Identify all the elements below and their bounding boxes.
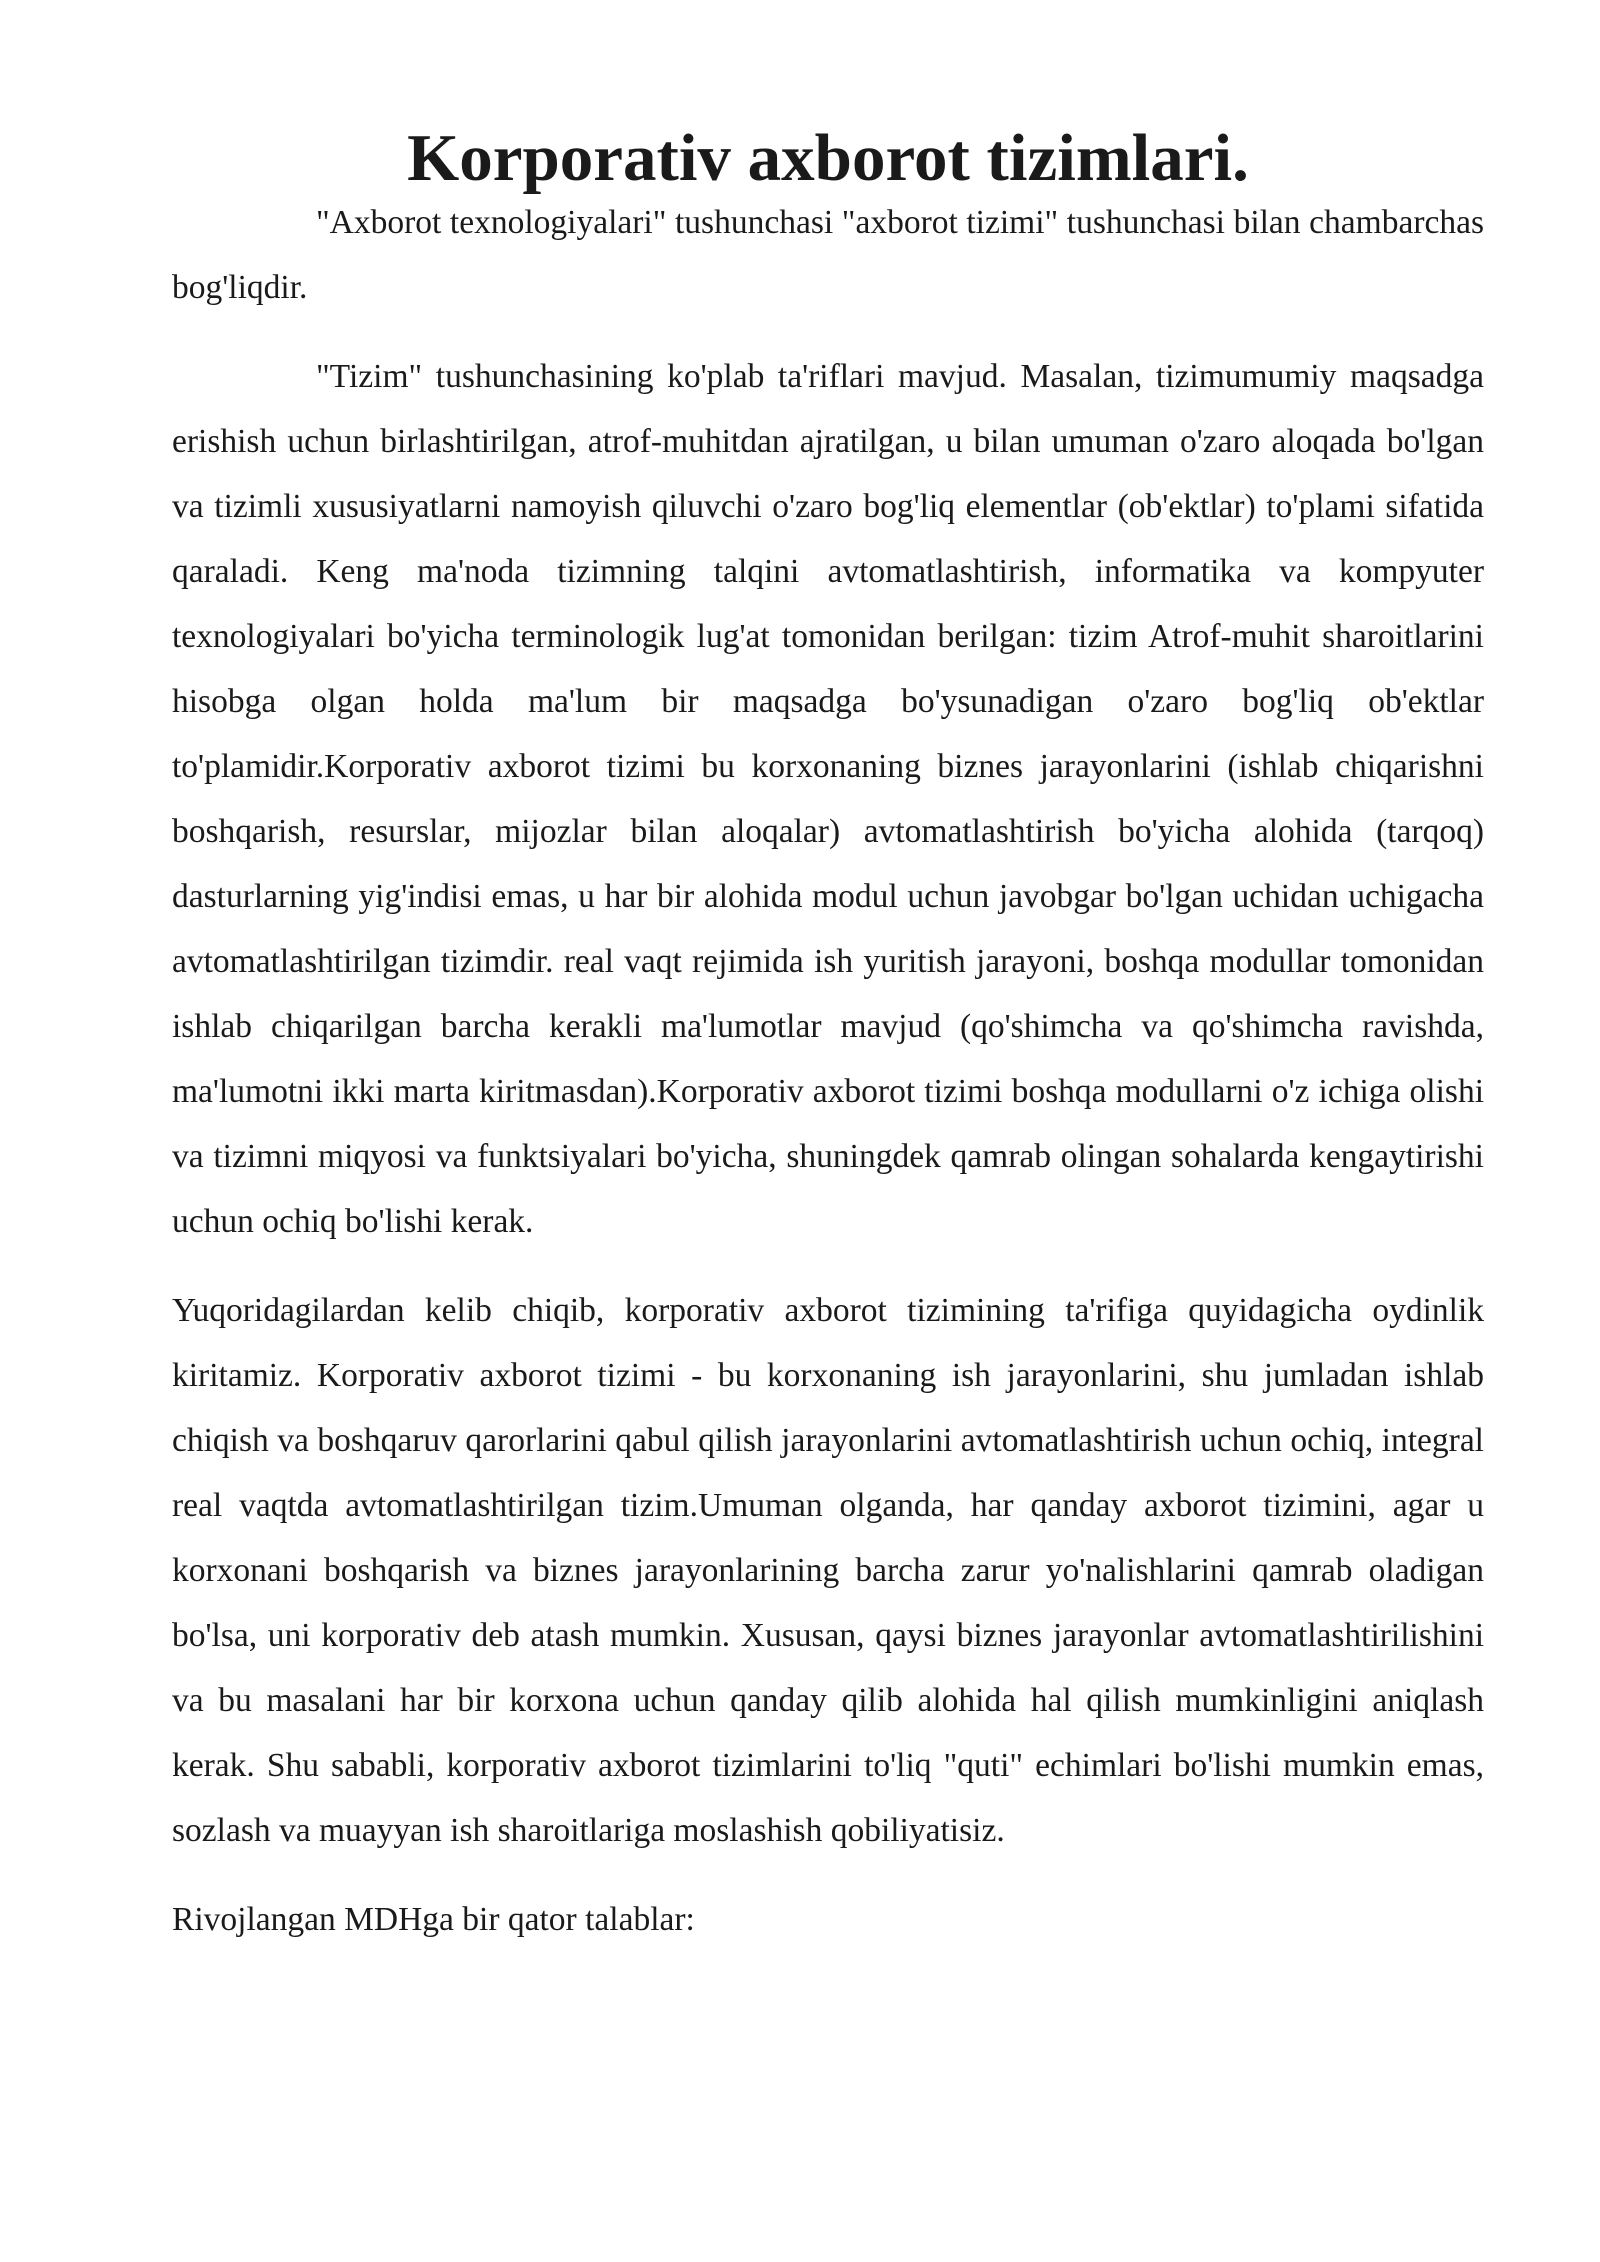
paragraph-corporate-definition: Yuqoridagilardan kelib chiqib, korporativ axborot tizimining ta'rifiga quyidagicha oydinlik kiritamiz. Korporativ axborot tizimi - bu korxonaning ish jarayonlarini, shu jumladan ishlab chiqish va boshqaruv qarorlarini qabul qilish jarayonlarini avtomatlashtirish uchun ochiq, integral real vaqtda avtomatlashtirilgan tizim.Umuman olganda, har qanday axborot tizimini, agar u korxonani boshqarish va biznes jarayonlarining barcha zarur yo'nalishlarini qamrab oladigan bo'lsa, uni korporativ deb atash mumkin. Xususan, qaysi biznes jarayonlar avtomatlashtirilishini va bu masalani har bir korxona uchun qanday qilib alohida hal qilish mumkinligini aniqlash kerak. Shu sababli, korporativ axborot tizimlarini to'liq "quti" echimlari bo'lishi mumkin emas, sozlash va muayyan ish sharoitlariga moslashish qobiliyatisiz. [172, 1292, 1484, 1849]
paragraph-requirements-heading: Rivojlangan MDHga bir qator talablar: [172, 1901, 695, 1938]
document-page [172, 121, 1484, 1952]
paragraph-system-definition: "Tizim" tushunchasining ko'plab ta'riflari mavjud. Masalan, tizimumumiy maqsadga erishish uchun birlashtirilgan, atrof-muhitdan ajratilgan, u bilan umuman o'zaro aloqada bo'lgan va tizimli xususiyatlarni namoyish qiluvchi o'zaro bog'liq elementlar (ob'ektlar) to'plami sifatida qaraladi. Keng ma'noda tizimning talqini avtomatlashtirish, informatika va kompyuter texnologiyalari bo'yicha terminologik lug'at tomonidan berilgan: tizim Atrof-muhit sharoitlarini hisobga olgan holda ma'lum bir maqsadga bo'ysunadigan o'zaro bog'liq ob'ektlar to'plamidir.Korporativ axborot tizimi bu korxonaning biznes jarayonlarini (ishlab chiqarishni boshqarish, resurslar, mijozlar bilan aloqalar) avtomatlashtirish bo'yicha alohida (tarqoq) dasturlarning yig'indisi emas, u har bir alohida modul uchun javobgar bo'lgan uchidan uchigacha avtomatlashtirilgan tizimdir. real vaqt rejimida ish yuritish jarayoni, boshqa modullar tomonidan ishlab chiqarilgan barcha kerakli ma'lumotlar mavjud (qo'shimcha va qo'shimcha ravishda, ma'lumotni ikki marta kiritmasdan).Korporativ axborot tizimi boshqa modullarni o'z ichiga olishi va tizimni miqyosi va funktsiyalari bo'yicha, shuningdek qamrab olingan sohalarda kengaytirishi uchun ochiq bo'lishi kerak. [172, 358, 1484, 1240]
document-title: Korporativ axborot tizimlari. [407, 121, 1249, 195]
paragraph-intro: "Axborot texnologiyalari" tushunchasi "axborot tizimi" tushunchasi bilan chambarchas bog'liqdir. [172, 204, 1484, 306]
